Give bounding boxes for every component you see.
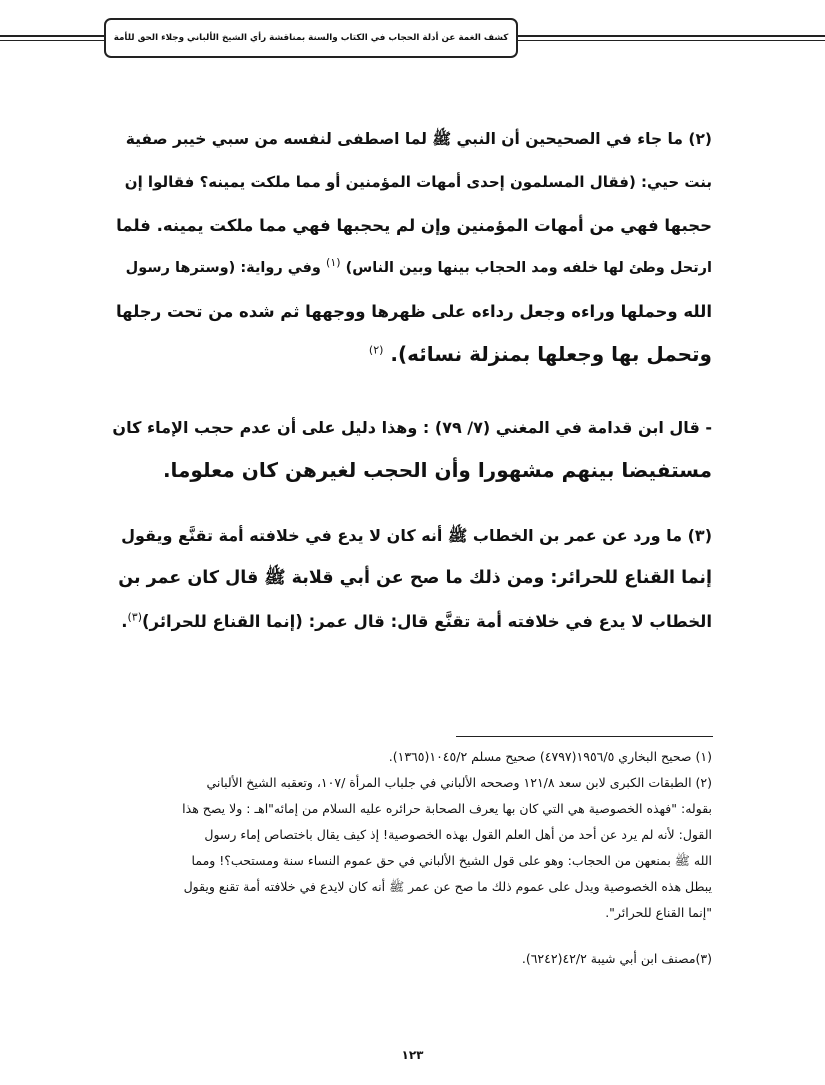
header-rule-left [0, 35, 106, 41]
text-line: إنما القناع للحرائر: ومن ذلك ما صح عن أبي قلابة ﷺ قال كان عمر بن [118, 568, 712, 588]
text-line: (٣) ما ورد عن عمر بن الخطاب ﷺ أنه كان لا يدع في خلافته أمة تقنَّع ويقول [121, 526, 712, 545]
text-segment: ارتحل وطئ لها خلفه ومد الحجاب بينها وبين الناس) [345, 260, 712, 276]
text-line: حجبها فهي من أمهات المؤمنين وإن لم يحجبها فهي مما ملكت يمينه. فلما [116, 216, 712, 235]
text-line-last [110, 600, 712, 643]
footnote-2-line: "إنما القناع للحرائر". [605, 905, 712, 920]
footnote-1: (١) صحيح البخاري ١٩٥٦/٥(٤٧٩٧) صحيح مسلم ١٠٤٥/٢(١٣٦٥). [388, 749, 712, 764]
footnote-ref-2[interactable]: (٢) [368, 343, 384, 357]
footnote-ref-1[interactable]: (١) [326, 256, 341, 270]
text-line: (٢) ما جاء في الصحيحين أن النبي ﷺ لما اصطفى لنفسه من سبي خيبر صفية [125, 130, 712, 148]
text-line: بنت حيي: (فقال المسلمون إحدى أمهات المؤمنين أو مما ملكت يمينه؟ فقالوا إن [124, 173, 712, 191]
sentence-period: . [121, 612, 128, 631]
text-line-4 [110, 247, 712, 290]
footnote-2-line: (٢) الطبقات الكبرى لابن سعد ١٢١/٨ وصححه الألباني في جلباب المرأة /١٠٧، وتعقبه الشيخ الألباني [206, 775, 712, 790]
footnotes [110, 744, 712, 972]
page-number: ١٢٣ [401, 1048, 424, 1062]
footnote-3: (٣)مصنف ابن أبي شيبة ٤٢/٢(٦٢٤٢). [521, 951, 712, 966]
footnote-2-line: بقوله: "فهذه الخصوصية هي التي كان بها يعرف الصحابة حرائره عليه السلام من إمائه"اهـ : ولا يصح هذا [182, 801, 712, 816]
footnote-separator [456, 736, 713, 737]
text-segment: الخطاب لا يدع في خلافته أمة تقنَّع قال: قال عمر: (إنما القناع للحرائر) [142, 612, 712, 631]
text-line: مستفيضا بينهم مشهورا وأن الحجب لغيرهن كان معلوما. [162, 458, 712, 482]
book-title: كشف الغمة عن أدلة الحجاب في الكتاب والسنة بمناقشة رأي الشيخ الألباني وجلاء الحق للأمة [113, 33, 509, 43]
footnote-ref-3[interactable]: (٣) [127, 610, 143, 624]
footnote-2-line: القول: لأنه لم يرد عن أحد من أهل العلم القول بهذه الخصوصية! إذ كيف يقال باختصاص إماء رسول [204, 827, 712, 842]
footnote-gap [110, 926, 712, 946]
footnote-2-line: الله ﷺ بمنعهن من الحجاب: وهو على قول الشيخ الألباني في حق عموم النساء سنة ومستحب؟! ومما [191, 853, 712, 868]
ibn-qudamah-paragraph [110, 406, 712, 492]
header-rule-right [517, 35, 825, 41]
text-segment: وفي رواية: (وسترها رسول [125, 260, 321, 276]
text-line: الله وحملها وراءه وجعل رداءه على ظهرها ووجهها ثم شده من تحت رجلها [115, 302, 712, 321]
text-line-6 [110, 333, 712, 376]
header-frame [104, 18, 518, 58]
text-line: - قال ابن قدامة في المغني (٧/ ٧٩) : وهذا دليل على أن عدم حجب الإماء كان [112, 418, 712, 437]
paragraph-3 [110, 514, 712, 643]
paragraph-2 [110, 118, 712, 376]
text-segment: وتحمل بها وجعلها بمنزلة نسائه). [390, 342, 712, 366]
footnote-2-line: يبطل هذه الخصوصية ويدل على عموم ذلك ما صح عن عمر ﷺ أنه كان لايدع في خلافته أمة تقنع ويقول [183, 879, 712, 894]
